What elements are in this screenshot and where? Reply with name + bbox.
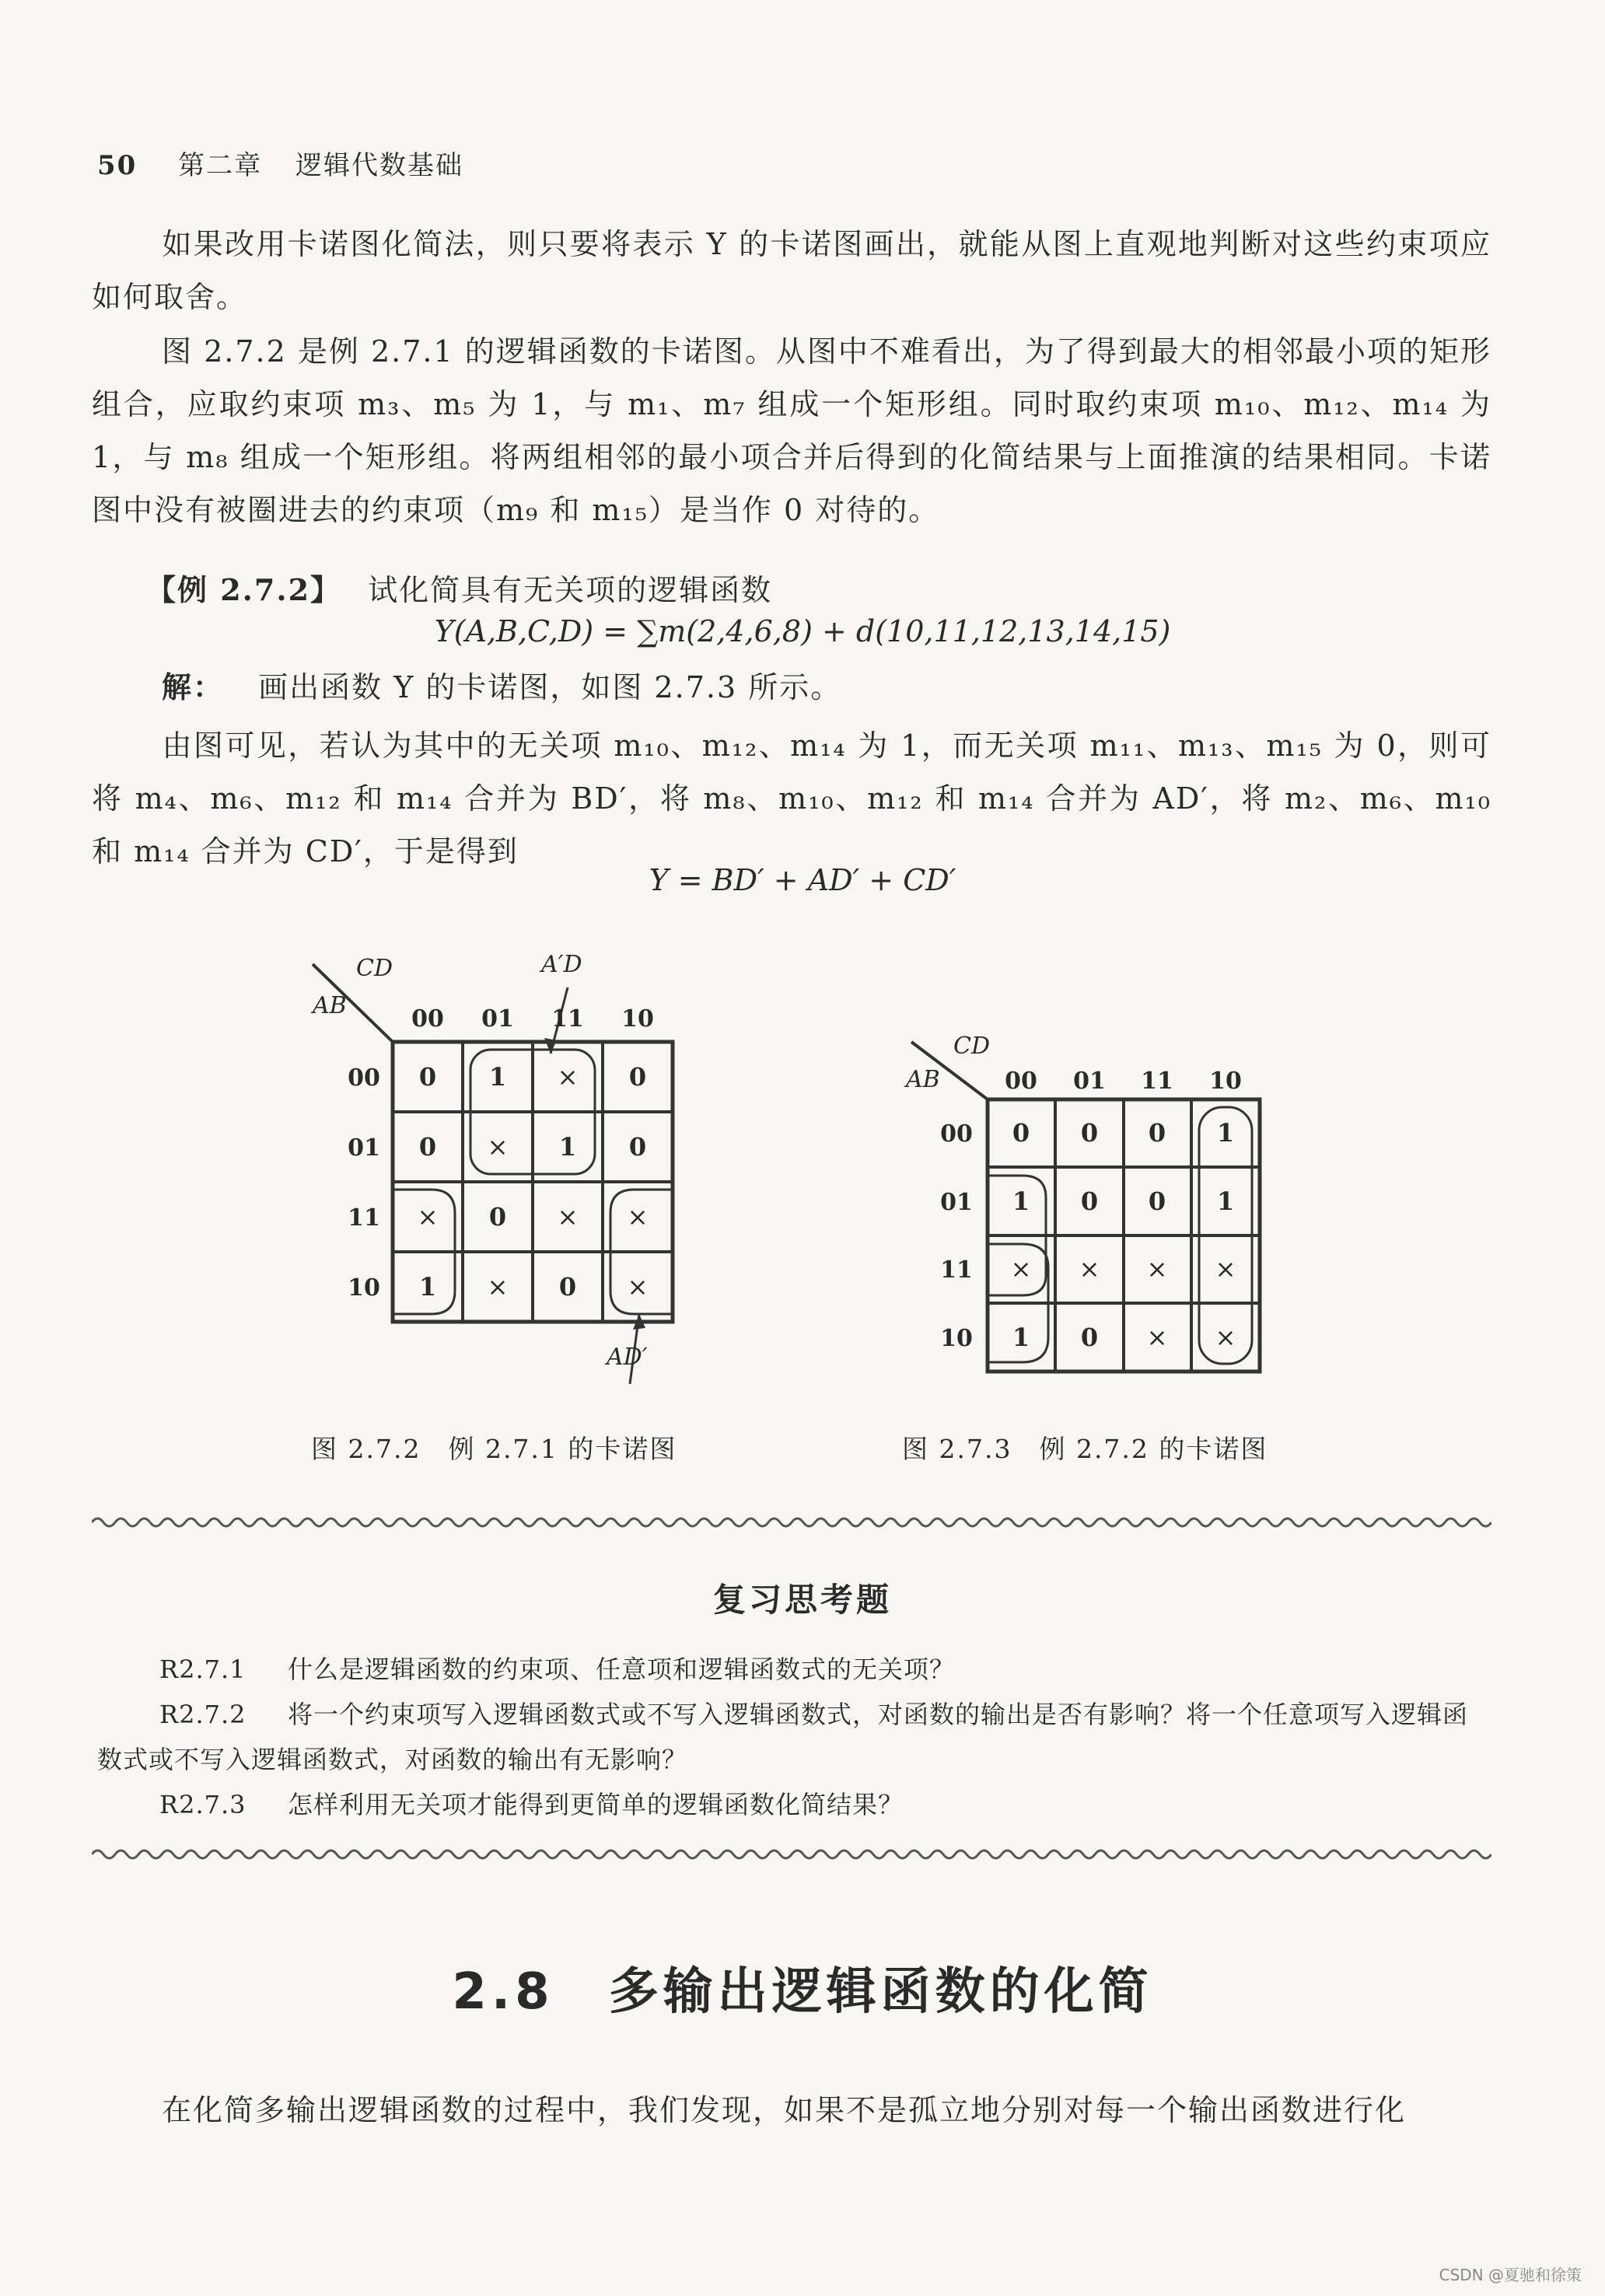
paragraph-4 xyxy=(92,2084,1491,2137)
kmap-figure-2-7-2 xyxy=(303,949,708,1384)
kmap1-cell: × xyxy=(557,1202,579,1232)
kmap1-row-header: 10 xyxy=(348,1274,380,1302)
kmap1-cell: 1 xyxy=(418,1272,437,1302)
chapter-title: 逻辑代数基础 xyxy=(295,150,463,181)
kmap1-row-header: 00 xyxy=(348,1064,380,1092)
kmap2-col-var: CD xyxy=(953,1033,991,1060)
paragraph-4-text: 在化简多输出逻辑函数的过程中，我们发现，如果不是孤立地分别对每一个输出函数进行化 xyxy=(162,2093,1407,2127)
wavy-divider xyxy=(92,1515,1491,1530)
chapter-label: 第二章 xyxy=(178,150,263,181)
review-item xyxy=(97,1782,1489,1827)
kmap1-cell: 0 xyxy=(488,1202,507,1232)
kmap1-cell: 1 xyxy=(558,1132,577,1162)
paragraph-1 xyxy=(92,218,1491,323)
kmap2-cell: 0 xyxy=(1012,1118,1030,1148)
kmap2-cell: 1 xyxy=(1216,1118,1235,1148)
kmap2-cell: 1 xyxy=(1216,1186,1235,1216)
kmap1-cell: × xyxy=(487,1132,509,1162)
page-number: 50 xyxy=(97,150,138,181)
review-item-text: 怎样利用无关项才能得到更简单的逻辑函数化简结果？ xyxy=(288,1790,904,1819)
review-item-number: R2.7.2 xyxy=(159,1700,247,1729)
review-title: 复习思考题 xyxy=(712,1581,892,1619)
kmap1-cell: 0 xyxy=(558,1272,577,1302)
kmap1-col-var: CD xyxy=(356,955,393,982)
example-heading xyxy=(92,564,1491,617)
kmap2-row-header: 10 xyxy=(940,1325,973,1352)
kmap2-row-header: 01 xyxy=(940,1189,973,1216)
kmap2-cell: × xyxy=(1079,1254,1100,1284)
kmap2-cell: 0 xyxy=(1080,1118,1099,1148)
kmap2-cell: 0 xyxy=(1080,1186,1099,1216)
solution-line xyxy=(92,661,1491,714)
review-item xyxy=(97,1647,1489,1692)
review-item-text: 什么是逻辑函数的约束项、任意项和逻辑函数式的无关项？ xyxy=(288,1655,956,1684)
paragraph-1-text: 如果改用卡诺图化简法，则只要将表示 Y 的卡诺图画出，就能从图上直观地判断对这些约束项应如何取舍。 xyxy=(92,227,1491,314)
kmap2-col-header: 10 xyxy=(1209,1068,1242,1095)
result-formula: Y = BD′ + AD′ + CD′ xyxy=(649,863,956,897)
kmap2-cell: × xyxy=(1010,1254,1032,1284)
review-item-number: R2.7.1 xyxy=(159,1655,247,1684)
kmap2-cell: 0 xyxy=(1148,1118,1166,1148)
kmap1-cell: 1 xyxy=(488,1062,507,1092)
kmap1-cell: 0 xyxy=(628,1132,647,1162)
example-label: 【例 2.7.2】 xyxy=(146,572,342,607)
page-header xyxy=(97,144,463,182)
kmap2-cell: × xyxy=(1146,1323,1168,1352)
kmap2-row-header: 00 xyxy=(940,1120,973,1148)
kmap2-cell: 1 xyxy=(1012,1186,1030,1216)
section-title xyxy=(0,1952,1605,2023)
kmap2-col-header: 00 xyxy=(1005,1068,1037,1095)
kmap2-cell: 0 xyxy=(1148,1186,1166,1216)
kmap1-caption: 图 2.7.2 例 2.7.1 的卡诺图 xyxy=(311,1434,677,1464)
kmap1-cell: × xyxy=(557,1062,579,1092)
kmap1-cell: × xyxy=(627,1272,649,1302)
kmap1-cell: × xyxy=(627,1202,649,1232)
kmap1-label-bottom: AD′ xyxy=(607,1344,648,1371)
paragraph-3 xyxy=(92,719,1491,878)
kmap1-col-header: 10 xyxy=(621,1005,654,1033)
kmap1-row-header: 11 xyxy=(348,1204,380,1232)
solution-text: 画出函数 Y 的卡诺图，如图 2.7.3 所示。 xyxy=(258,670,842,704)
kmap2-cell: 0 xyxy=(1080,1323,1099,1352)
review-item-text: 将一个约束项写入逻辑函数式或不写入逻辑函数式，对函数的输出是否有影响？将一个任意项写入逻辑函数式或不写入逻辑函数式，对函数的输出有无影响？ xyxy=(97,1700,1469,1774)
kmap2-cell: × xyxy=(1215,1254,1236,1284)
kmap2-row-var: AB xyxy=(906,1066,940,1093)
kmap2-cell: × xyxy=(1215,1323,1236,1352)
kmap2-caption: 图 2.7.3 例 2.7.2 的卡诺图 xyxy=(902,1434,1268,1464)
review-item-number: R2.7.3 xyxy=(159,1790,247,1819)
kmap1-cell: × xyxy=(487,1272,509,1302)
kmap1-col-header: 11 xyxy=(551,1005,584,1033)
kmap1-col-header: 00 xyxy=(411,1005,444,1033)
kmap-figure-2-7-3 xyxy=(902,1026,1275,1384)
kmap1-col-header: 01 xyxy=(481,1005,514,1033)
solution-label: 解： xyxy=(162,669,225,704)
example-text: 试化简具有无关项的逻辑函数 xyxy=(368,573,773,607)
kmap2-cell: × xyxy=(1146,1254,1168,1284)
kmap2-cell: 1 xyxy=(1012,1323,1030,1352)
kmap1-cell: 0 xyxy=(418,1062,437,1092)
kmap1-row-var: AB xyxy=(313,992,347,1019)
example-formula: Y(A,B,C,D) = ∑m(2,4,6,8) + d(10,11,12,13,14,15) xyxy=(434,614,1171,648)
kmap1-row-header: 01 xyxy=(348,1134,380,1162)
paragraph-3-text: 由图可见，若认为其中的无关项 m₁₀、m₁₂、m₁₄ 为 1，而无关项 m₁₁、m₁₃、m₁₅ 为 0，则可将 m₄、m₆、m₁₂ 和 m₁₄ 合并为 BD′，将 m₈、m₁₀、m₁₂ 和 m₁₄ 合并为 AD′，将 m₂、m₆、m₁₀ 和 m₁₄ 合并为 CD′，于是得到 xyxy=(92,729,1491,868)
kmap2-row-header: 11 xyxy=(940,1256,973,1284)
kmap1-cell: 0 xyxy=(418,1132,437,1162)
section-title-text: 多输出逻辑函数的化简 xyxy=(608,1963,1153,2021)
section-number: 2.8 xyxy=(452,1963,554,2021)
paragraph-2 xyxy=(92,325,1491,536)
watermark: CSDN @夏驰和徐策 xyxy=(1439,2266,1582,2284)
kmap1-label-top: A′D xyxy=(541,951,582,978)
kmap2-col-header: 11 xyxy=(1141,1068,1173,1095)
paragraph-2-text: 图 2.7.2 是例 2.7.1 的逻辑函数的卡诺图。从图中不难看出，为了得到最大的相邻最小项的矩形组合，应取约束项 m₃、m₅ 为 1，与 m₁、m₇ 组成一个矩形组。同时取约束项 m₁₀、m₁₂、m₁₄ 为 1，与 m₈ 组成一个矩形组。将两组相邻的最小项合并后得到的化简结果与上面推演的结果相同。卡诺图中没有被圈进去的约束项（m₉ 和 m₁₅）是当作 0 对待的。 xyxy=(92,334,1491,527)
wavy-divider xyxy=(92,1847,1491,1862)
kmap1-cell: 0 xyxy=(628,1062,647,1092)
kmap2-col-header: 01 xyxy=(1073,1068,1106,1095)
kmap1-cell: × xyxy=(417,1202,439,1232)
review-item xyxy=(97,1692,1489,1782)
